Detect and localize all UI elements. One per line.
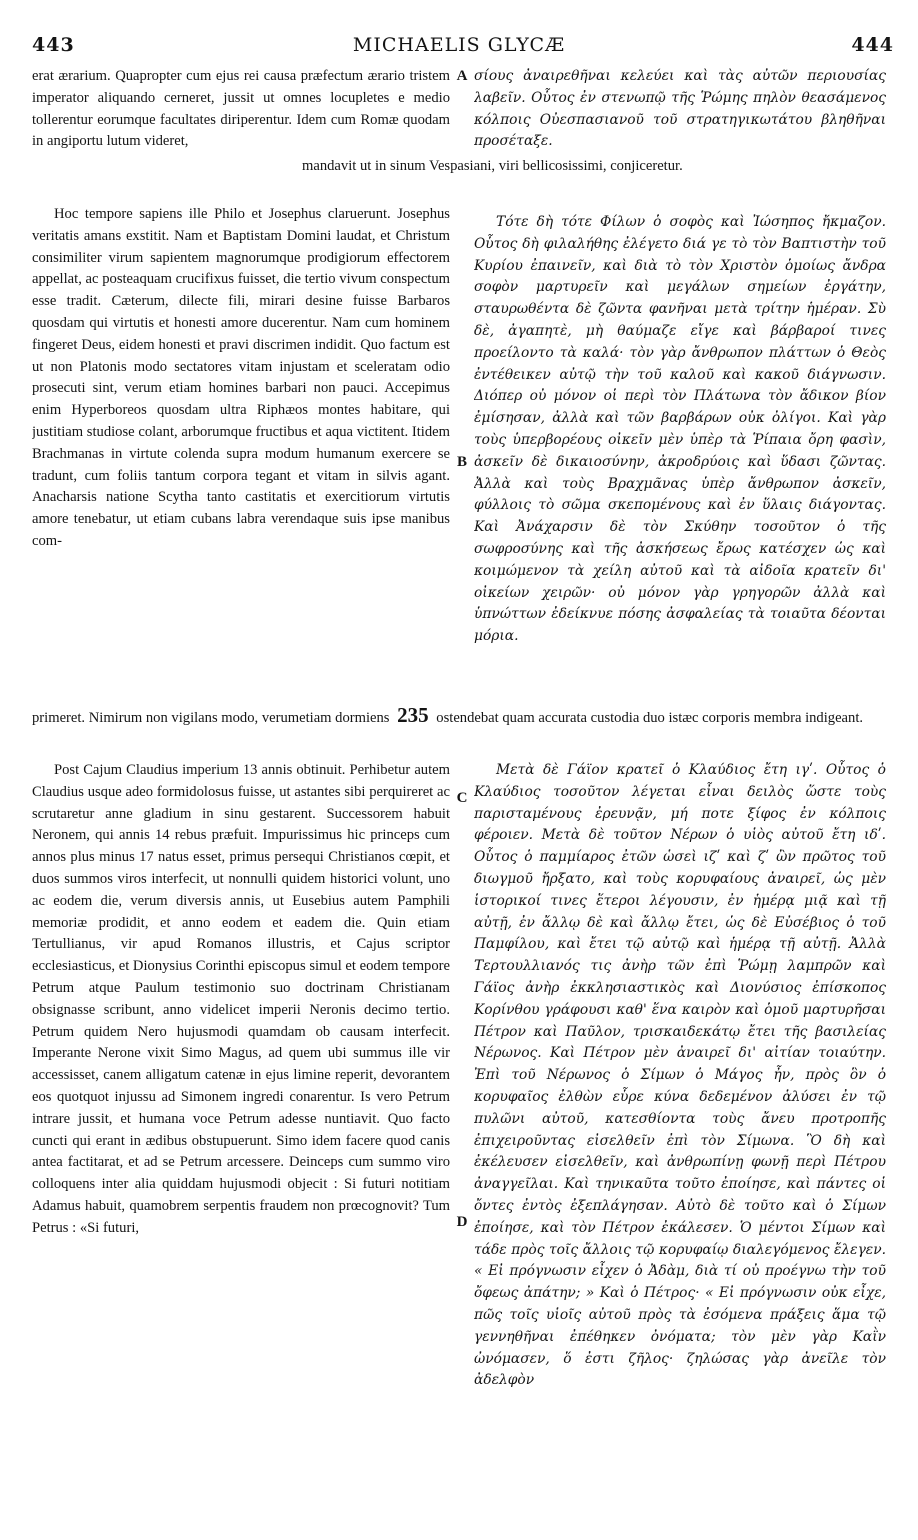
- section-marker-a: A: [456, 68, 468, 84]
- greek-column-block-3: [474, 760, 886, 1496]
- greek-paragraph: σίους ἀναιρεθῆναι κελεύει καὶ τὰς αὐτῶν περιουσίας λαβεῖν. Οὗτος ἐν στενωπῷ τῆς Ῥώμης πηλὸν θεασάμενος κόλποις Οὐεσπασιανοῦ τοῦ στρατηγικωτάτου βληθῆναι προσέταξε.: [474, 68, 886, 150]
- full-width-line-2: [32, 705, 886, 730]
- greek-paragraph: Μετὰ δὲ Γάϊον κρατεῖ ὁ Κλαύδιος ἔτη ιγʹ. Οὗτος ὁ Κλαύδιος τοσοῦτον λέγεται εἶναι δειλὸς ὥστε τοὺς παρισταμένους ἐρευνᾷν, μή ποτε ξίφος ἐν κόλποις φέροιεν. Μετὰ δὲ τοῦτον Νέρων ὁ υἱὸς αὐτοῦ ἔτη ιδʹ. Οὗτος ὁ παμμίαρος ἐτῶν ὡσεὶ ιζʹ καὶ ζʹ ὢν πρῶτος τοῦ διωγμοῦ ἤρξατο, καὶ τοὺς κορυφαίους ἀναιρεῖ, ὡς μὲν ἱστορικοί τινες ἕτεροι λέγουσιν, ἐν ἡμέρᾳ μιᾷ καὶ τῇ αὐτῇ, ἐν ἄλλῳ δὲ καὶ ἄλλῳ ἔτει, ὡς δὲ Εὐσέβιος ὁ τοῦ Παμφίλου, καὶ ἔτει τῷ αὐτῷ καὶ ἡμέρᾳ τῇ αὐτῇ. Ἀλλὰ Τερτουλλιανός τις ἀνὴρ τῶν ἐπὶ Ῥώμῃ λαμπρῶν καὶ Γάϊος ἀνὴρ ἐκκλησιαστικὸς καὶ Διονύσιος ἐπίσκοπος Κορίνθου γράφουσι καθ' ἕνα καιρὸν καὶ ὁμοῦ μαρτυρῆσαι Πέτρον καὶ Παῦλον, τρισκαιδεκάτῳ ἔτει τῆς βασιλείας Νέρωνος. Καὶ Πέτρον μὲν ἀναιρεῖ δι' αἰτίαν τοιαύτην. Ἐπὶ τοῦ Νέρωνος ὁ Σίμων ὁ Μάγος ἦν, πρὸς ὃν ὁ κορυφαῖος ἐλθὼν εὗρε κύνα δεδεμένον ἁλύσει ἐν τῷ πυλῶνι αὐτοῦ, κατεσθίοντα τοὺς ἄνευ προτροπῆς ἐπιχειροῦντας εἰσελθεῖν ἐπὶ τὸν Σίμωνα. Ὃ δὴ καὶ ἐκέλευσεν εἰσελθεῖν, καὶ ἀνθρωπίνῃ φωνῇ περὶ Πέτρου ἀναγγεῖλαι. Καὶ τηνικαῦτα τοῦτο ἐποίησε, καὶ πάντες οἱ ὄντες ἐντὸς ἐξεπλάγησαν. Αὐτὸ δὲ τοῦτο καὶ ὁ Σίμων ἐποίησε, καὶ τὸν Πέτρον ἐκάλεσεν. Ὁ μέντοι Σίμων καὶ τάδε πρὸς τοῖς ἄλλοις τῷ κορυφαίῳ διαλεγόμενος ἔλεγεν. « Εἰ πρόγνωσιν εἶχεν ὁ Ἀδὰμ, διὰ τί οὐ προέγνω τὴν τοῦ ὄφεως ἀπάτην; » Καὶ ὁ Πέτρος· « Εἰ πρόγνωσιν οὐκ εἶχε, πῶς τοῖς υἱοῖς αὐτοῦ πρὸς τὰ ἐσόμενα πράξεις ἅμα τῷ γεννηθῆναι ἐπέθηκεν ὀνόματα; τὸν μὲν γὰρ Καῒν ὠνόμασεν, ὅ ἐστι ζῆλος· ζηλώσας γὰρ ἀνεῖλε τὸν ἀδελφὸν: [474, 762, 886, 1389]
- latin-paragraph: Hoc tempore sapiens ille Philo et Josephus claruerunt. Josephus veritatis amans exstitit. Nam et Baptistam Domini laudat, et Christum consimiliter virum sapientem magnorumque prodigiorum effectorem appellat, ac posteaquam crucifixus fuisset, die tertio vivum conspectum esse tradit. Cæterum, dilecte fili, mirari desine fuisse Barbaros quosdam qui virtutis et honesti amore ducerentur. Nam cum hominem fingeret Deus, eidem honesti et pravi discrimen indidit. Quo factum est ut non Platonis modo sectatores vitam injustam et sceleratam odio prosecuti sint, verum etiam homines barbari non pauci. Accepimus enim Hyperboreos quosdam ultra Riphæos montes habitare, qui justitiam studiose colant, arborumque fructibus et aqua victitent. Itidem Brachmanas in virtute colenda supra modum humanum exercere se tradunt, cum foliis tantum corpora tegant et vitam in silvis agant. Anacharsis natione Scytha tanto castitatis et exercitiorum virtutis amore tenebatur, ut etiam cubans labra verendaque suis ipse manibus com-: [32, 206, 450, 549]
- latin-paragraph: Post Cajum Claudius imperium 13 annis obtinuit. Perhibetur autem Claudius usque adeo formidolosus fuisse, ut astantes sibi perquireret ac scrutaretur anne gladium in sinu gestarent. Successorem habuit Neronem, qui annis 14 rebus præfuit. Impurissimus hic princeps cum annos plus minus 17 natus esset, primus persequi Christianos cœpit, et duos summos viros interfecit, ut nonnulli quidem historici volunt, uno ac eodem die, verum diversis annis, ut Eusebius autem Pamphili memoriæ prodidit, et anno eodem et eadem die. Quin etiam Tertullianus, vir apud Romanos illustris, et Cajus scriptor ecclesiasticus, et Dionysius Corinthi episcopus simul et eodem tempore Petrum atque Paulum testimonio suo doctrinam Christianam obsignasse scribunt, anno videlicet imperii Neronis decimo tertio. Petrum quidem Nero hujusmodi quamdam ob causam interfecit. Imperante Nerone vixit Simo Magus, ad quem ubi summus ille vir accessisset, canem alligatum catenæ in ejus limine reperit, devorantem eos quotquot injussu ad Simonem ingredi conarentur. Is vero Petrum intrare jussit, et humana voce Petrum adesse nuntiavit. Quo facto cuncti qui erant in ædibus obstupuerunt. Simo idem facere quod canis antea factitarat, et ad se Petrum arcessere. Deinceps cum summo viro colloquens inter alia quiddam hujusmodi objecit : Si futuri notitiam Adamus habuit, quamobrem serpentis fraudem non prœcognovit? Tum Petrus : «Si futuri,: [32, 762, 450, 1236]
- inline-page-number: 235: [397, 703, 429, 727]
- running-title: MICHAELIS GLYCÆ: [352, 34, 566, 56]
- bridge-text: [32, 705, 886, 730]
- section-marker-c: C: [456, 790, 468, 806]
- section-marker-d: D: [456, 1214, 468, 1230]
- page-number-right: 444: [851, 34, 894, 56]
- greek-paragraph: Τότε δὴ τότε Φίλων ὁ σοφὸς καὶ Ἰώσηπος ἤκμαζον. Οὗτος δὴ φιλαλήθης ἐλέγετο διά γε τὸ τὸν Βαπτιστὴν τοῦ Κυρίου ἐπαινεῖν, καὶ διὰ τὸ τὸν Χριστὸν ὁμοίως ἄνδρα σοφὸν μαρτυρεῖν καὶ μεγάλων σημείων ἐργάτην, σταυρωθέντα δὲ ζῶντα φανῆναι μετὰ τρίτην ἡμέραν. Σὺ δὲ, ἀγαπητὲ, μὴ θαύμαζε εἴγε καὶ βάρβαροί τινες προείλοντο τὰ καλά· τὸν γὰρ ἄνθρωπον πλάττων ὁ Θεὸς ἐντέθεικεν αὐτῷ τὴν τοῦ καλοῦ καὶ κακοῦ διάγνωσιν. Διόπερ οὐ μόνον οἱ περὶ τὸν Πλάτωνα τὸν ἄδικον βίον ἐμίσησαν, ἀλλὰ καὶ τῶν βαρβάρων οὐκ ὀλίγοι. Καὶ γὰρ τοὺς ὑπερβορέους οἰκεῖν μὲν ὑπὲρ τὰ Ῥίπαια ὄρη φασὶν, ἀσκεῖν δὲ δικαιοσύνην, ἀκροδρύοις καὶ ὕδασι ζῶντας. Ἀλλὰ καὶ τοὺς Βραχμᾶνας ὑπὲρ ἄνθρωπον ἀσκεῖν, φύλλοις τὸ σῶμα σκεπομένους καὶ ἐν ὕλαις διάγοντας. Καὶ Ἀνάχαρσιν δὲ τὸν Σκύθην τοσοῦτον ὁ τῆς σωφροσύνης καὶ τῆς ἀσκήσεως ἔρως κατέσχεν ὡς καὶ κοιμώμενον τὰ χείλη αὐτοῦ καὶ τὰ αἰδοῖα κρατεῖν δι' οἰκείων χειρῶν· οὐ μόνον γὰρ γρηγορῶν ἀλλὰ καὶ ὑπνώττων ἐδείκνυε πόσης ἀσφαλείας τὰ τοιαῦτα δέονται μόρια.: [474, 214, 886, 645]
- bridge-before: primeret. Nimirum non vigilans modo, verumetiam dormiens: [32, 710, 390, 726]
- bridge-after: ostendebat quam accurata custodia duo istæc corporis membra indigeant.: [436, 710, 864, 726]
- latin-column-block-3: [32, 760, 450, 1496]
- full-width-line-1: [32, 156, 886, 178]
- latin-column-block-2: [32, 204, 450, 698]
- bridge-text: mandavit ut in sinum Vespasiani, viri bellicosissimi, conjiceretur.: [302, 158, 683, 174]
- page-number-left: 443: [32, 34, 75, 56]
- greek-column-block-2: [474, 212, 886, 696]
- latin-paragraph: erat ærarium. Quapropter cum ejus rei causa præfectum ærario tristem imperator aliquando cerneret, jussit ut omnes locupletes e medio tollerentur eorumque facultates diriperentur. Idem cum Romæ quodam in angiportu lutum videret,: [32, 68, 450, 150]
- section-marker-b: B: [456, 454, 467, 470]
- page-header: [0, 34, 918, 64]
